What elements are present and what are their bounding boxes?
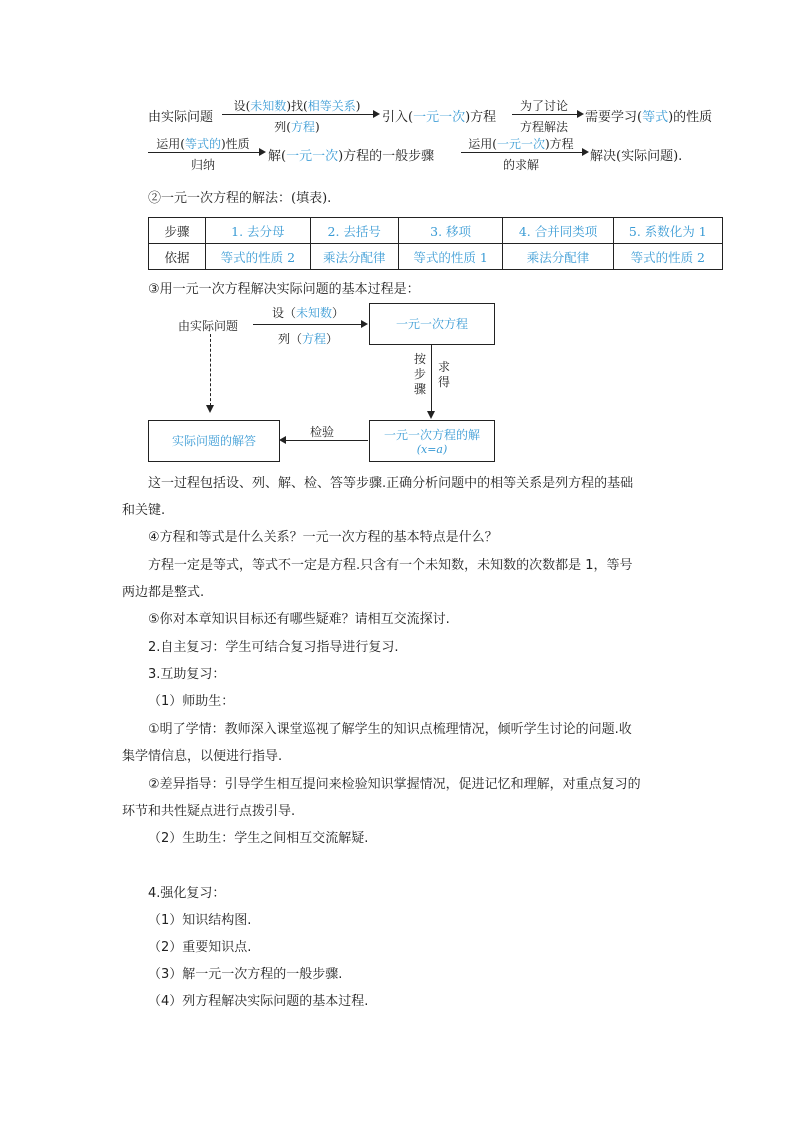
answer-box-label: 实际问题的解答: [171, 434, 256, 448]
row1-arrow1-head: [373, 110, 380, 118]
answer-box: [148, 420, 280, 462]
row2-arrow1-line: [148, 152, 260, 153]
basis-cell: 乘法分配律: [310, 244, 398, 270]
equation-box-label: 一元一次方程: [395, 317, 468, 331]
flow-arrow-set: [253, 324, 363, 325]
row2-arrow2-head: [582, 148, 589, 156]
basis-cell: 等式的性质 2: [613, 244, 722, 270]
row2-arrow1-bottom: 归纳: [190, 158, 215, 172]
row2-arrow1-top: 运用(等式的)性质: [156, 137, 250, 151]
para1-line1: 这一过程包括设、列、解、检、答等步骤.正确分析问题中的相等关系是列方程的基础: [148, 476, 634, 491]
check-label: 检验: [310, 425, 335, 439]
check-arrow-line: [285, 440, 368, 441]
section3-1-heading: （1）师助生：: [148, 694, 235, 709]
solution-box: [369, 420, 495, 462]
row2-arrow2-line: [461, 152, 583, 153]
row2-arrow2-top: 运用(一元一次)方程: [468, 137, 574, 151]
flow-set-label: 设（未知数）: [271, 306, 345, 320]
answer4-line2: 两边都是整式.: [122, 585, 205, 600]
section3-1b-line1: ②差异指导：引导学生相互提问来检验知识掌握情况，促进记忆和理解，对重点复习的: [148, 777, 641, 792]
item4-question: ④方程和等式是什么关系？一元一次方程的基本特点是什么？: [148, 530, 498, 545]
section4-item: （3）解一元一次方程的一般步骤.: [148, 967, 343, 982]
row2-end: 解决(实际问题).: [590, 149, 683, 164]
step-cell: 1. 去分母: [206, 218, 311, 244]
row2-arrow2-bottom: 的求解: [502, 158, 539, 172]
row2-arrow1-head: [259, 148, 266, 156]
para1-line2: 和关键.: [122, 503, 166, 518]
flow-arrow-set-head: [361, 320, 368, 328]
section2-heading: 2.自主复习：学生可结合复习指导进行复习.: [148, 640, 399, 655]
section3-2: （2）生助生：学生之间相互交流解疑.: [148, 831, 369, 846]
section4-item: （4）列方程解决实际问题的基本过程.: [148, 994, 369, 1009]
step-cell: 2. 去括号: [310, 218, 398, 244]
table-row: [149, 244, 723, 270]
row1-arrow1-top: 设(未知数)找(相等关系): [233, 99, 361, 113]
item2-title: ②一元一次方程的解法：(填表).: [148, 191, 332, 206]
item5-question: ⑤你对本章知识目标还有哪些疑难？请相互交流探讨.: [148, 612, 450, 627]
row1-arrow2-bottom: 方程解法: [519, 120, 568, 134]
row-header-basis: 依据: [149, 244, 206, 270]
solution-value: (x=a): [416, 443, 448, 456]
section4-heading: 4.强化复习：: [148, 886, 226, 901]
solve-label: 求得: [438, 360, 451, 389]
basis-cell: 等式的性质 2: [206, 244, 311, 270]
row1-middle: 引入(一元一次)方程: [382, 110, 497, 125]
row1-arrow1-bottom: 列(方程): [274, 120, 320, 134]
step-cell: 5. 系数化为 1: [613, 218, 722, 244]
step-cell: 4. 合并同类项: [503, 218, 613, 244]
flow-list-label: 列（方程）: [277, 332, 339, 346]
solid-down-arrow: [431, 344, 432, 413]
flow-start: 由实际问题: [178, 319, 239, 333]
section4-item: （1）知识结构图.: [148, 913, 252, 928]
basis-cell: 等式的性质 1: [398, 244, 503, 270]
row1-arrow2-head: [577, 110, 584, 118]
section4-item: （2）重要知识点.: [148, 940, 252, 955]
row1-end: 需要学习(等式)的性质: [585, 110, 713, 125]
item3-title: ③用一元一次方程解决实际问题的基本过程是：: [148, 282, 420, 297]
table-row: [149, 218, 723, 244]
solution-steps-table: [148, 217, 723, 270]
section3-heading: 3.互助复习：: [148, 667, 226, 682]
step-cell: 3. 移项: [398, 218, 503, 244]
by-steps-label: 按步骤: [414, 352, 427, 396]
basis-cell: 乘法分配律: [503, 244, 613, 270]
row-header-steps: 步骤: [149, 218, 206, 244]
row1-start: 由实际问题: [148, 110, 214, 125]
equation-box: [369, 303, 495, 345]
section3-1a-line1: ①明了学情：教师深入课堂巡视了解学生的知识点梳理情况，倾听学生讨论的问题.收: [148, 722, 632, 737]
solution-box-label: 一元一次方程的解: [383, 428, 480, 442]
row2-middle: 解(一元一次)方程的一般步骤: [268, 149, 435, 164]
dashed-down-arrow: [210, 334, 211, 406]
dashed-down-arrow-head: [206, 405, 214, 413]
section3-1a-line2: 集学情信息，以便进行指导.: [122, 749, 283, 764]
row1-arrow2-top: 为了讨论: [519, 99, 568, 113]
row1-arrow2-line: [512, 114, 578, 115]
answer4-line1: 方程一定是等式，等式不一定是方程.只含有一个未知数，未知数的次数都是 1，等号: [148, 558, 633, 573]
solid-down-arrow-head: [427, 411, 435, 419]
check-arrow-head: [279, 436, 286, 444]
section3-1b-line2: 环节和共性疑点进行点拨引导.: [122, 804, 296, 819]
row1-arrow1-line: [222, 114, 374, 115]
